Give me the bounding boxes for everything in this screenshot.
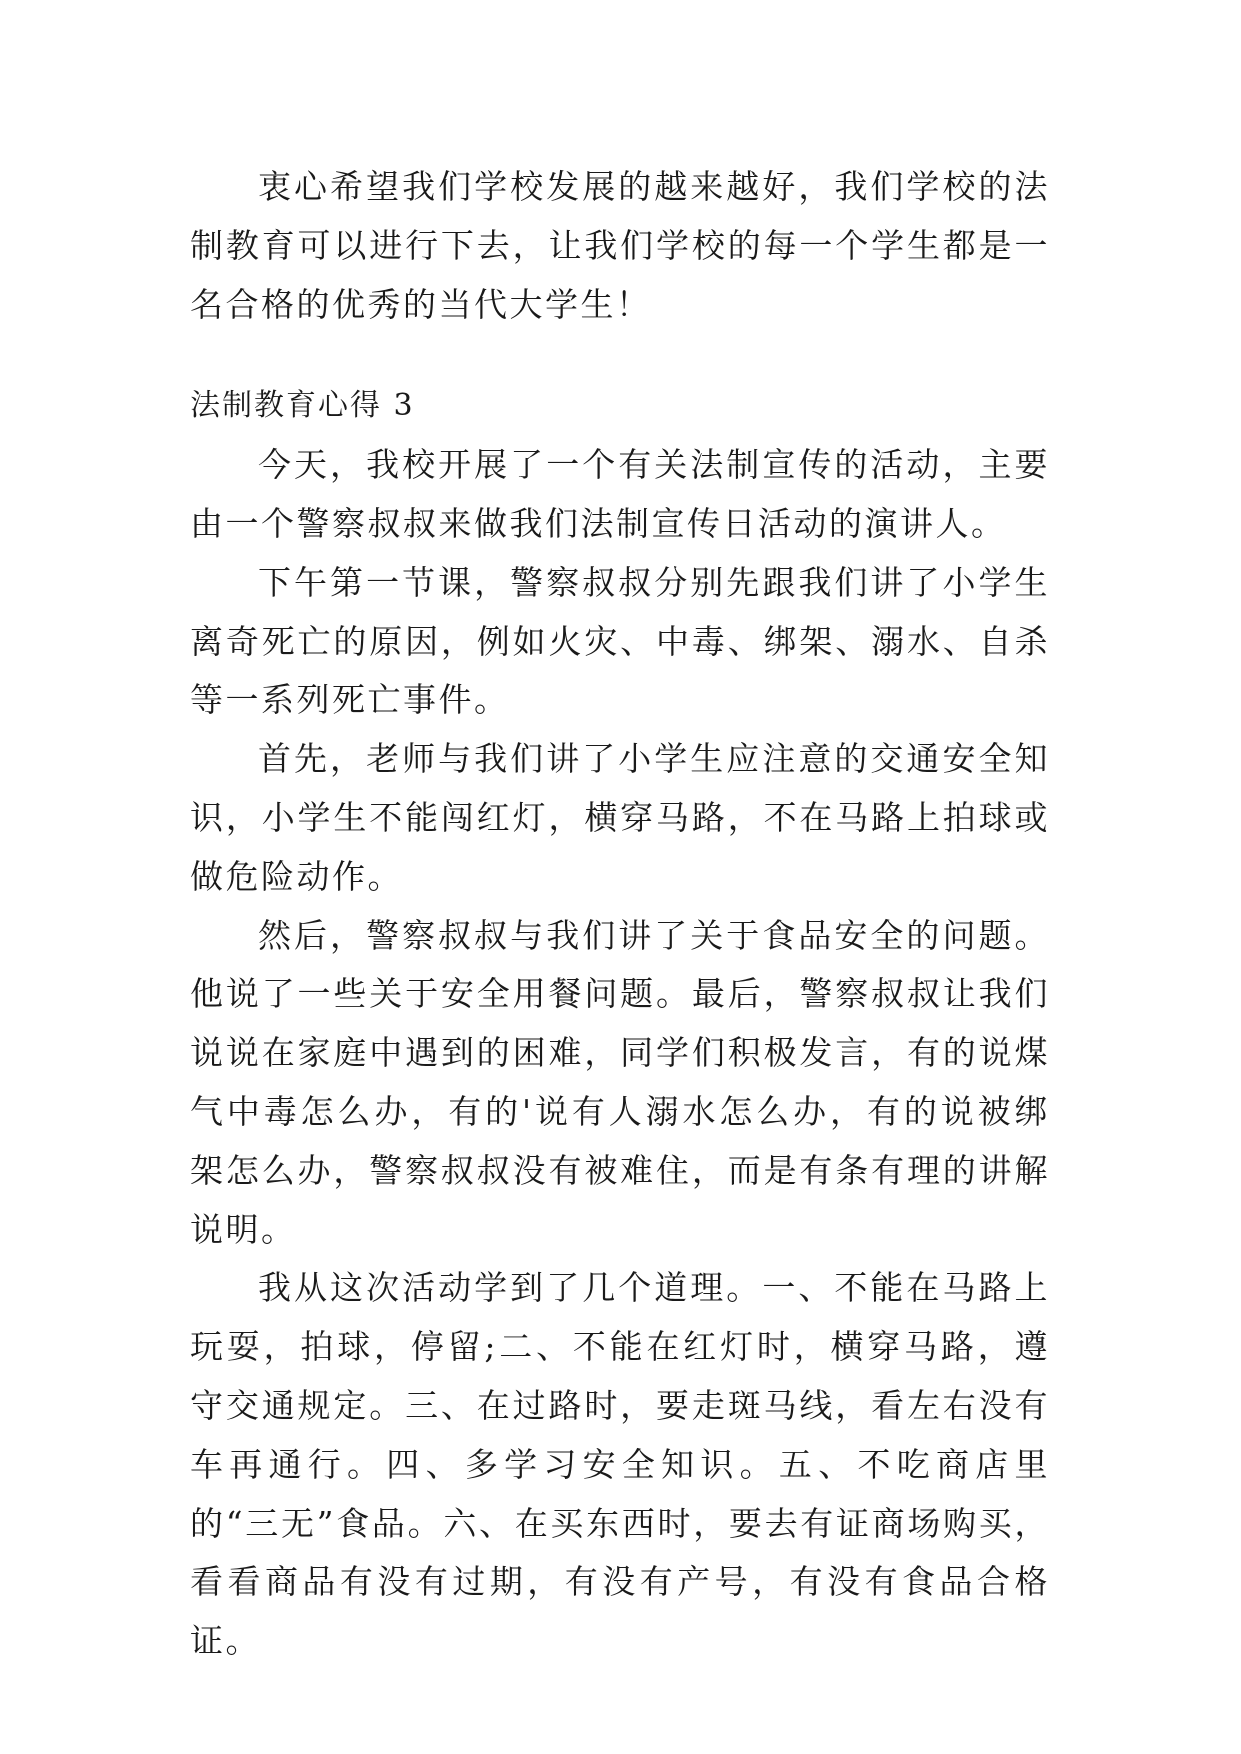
body-paragraph-5: 我从这次活动学到了几个道理。一、不能在马路上玩耍，拍球，停留;二、不能在红灯时，横穿马路，遵守交通规定。三、在过路时，要走斑马线，看左右没有车再通行。四、多学习安全知识。五、不吃商店里的“三无”食品。六、在买东西时，要去有证商场购买，看看商品有没有过期，有没有产号，有没有食品合格证。 [190, 1268, 1050, 1661]
closing-paragraph: 衷心希望我们学校发展的越来越好，我们学校的法制教育可以进行下去，让我们学校的每一个学生都是一名合格的优秀的当代大学生！ [190, 167, 1050, 324]
body-paragraph-2: 下午第一节课，警察叔叔分别先跟我们讲了小学生离奇死亡的原因，例如火灾、中毒、绑架、溺水、自杀等一系列死亡事件。 [190, 562, 1050, 720]
body-paragraph-4: 然后，警察叔叔与我们讲了关于食品安全的问题。他说了一些关于安全用餐问题。最后，警察叔叔让我们说说在家庭中遇到的困难，同学们积极发言，有的说煤气中毒怎么办，有的'说有人溺水怎么办，有的说被绑架怎么办，警察叔叔没有被难住，而是有条有理的讲解说明。 [190, 915, 1050, 1249]
document-body [190, 158, 1050, 1671]
section-title: 法制教育心得 3 [190, 388, 415, 424]
body-paragraph-3: 首先，老师与我们讲了小学生应注意的交通安全知识，小学生不能闯红灯，横穿马路，不在马路上拍球或做危险动作。 [190, 739, 1050, 896]
body-paragraph-1: 今天，我校开展了一个有关法制宣传的活动，主要由一个警察叔叔来做我们法制宣传日活动的演讲人。 [190, 445, 1050, 543]
